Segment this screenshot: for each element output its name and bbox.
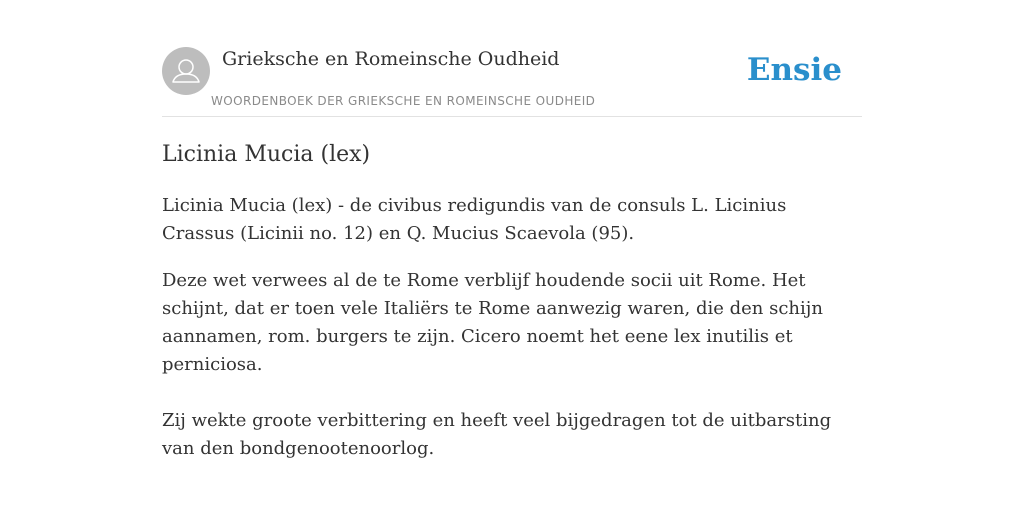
entry-paragraph: Zij wekte groote verbittering en heeft veel bijgedragen tot de uitbarsting van den bondgenootenoorlog.	[162, 410, 832, 459]
entry-body	[162, 192, 862, 463]
source-avatar[interactable]	[162, 47, 210, 95]
page	[162, 0, 862, 459]
source-subtitle: WOORDENBOEK DER GRIEKSCHE EN ROMEINSCHE OUDHEID	[211, 94, 596, 108]
header	[162, 0, 862, 117]
entry-paragraph: Deze wet verwees al de te Rome verblijf houdende socii uit Rome. Het schijnt, dat er toen vele Italiërs te Rome aanwezig waren, die den schijn aannamen, rom. burgers te zijn. Cicero noemt het eene lex inutilis et perniciosa.	[162, 270, 823, 375]
entry-title: Licinia Mucia (lex)	[162, 142, 371, 167]
ensie-logo[interactable]: Ensie	[746, 52, 842, 88]
entry-paragraph: Licinia Mucia (lex) - de civibus redigundis van de consuls L. Licinius Crassus (Licinii no. 12) en Q. Mucius Scaevola (95).	[162, 195, 787, 244]
source-title[interactable]: Grieksche en Romeinsche Oudheid	[222, 48, 560, 70]
user-icon	[162, 47, 210, 95]
